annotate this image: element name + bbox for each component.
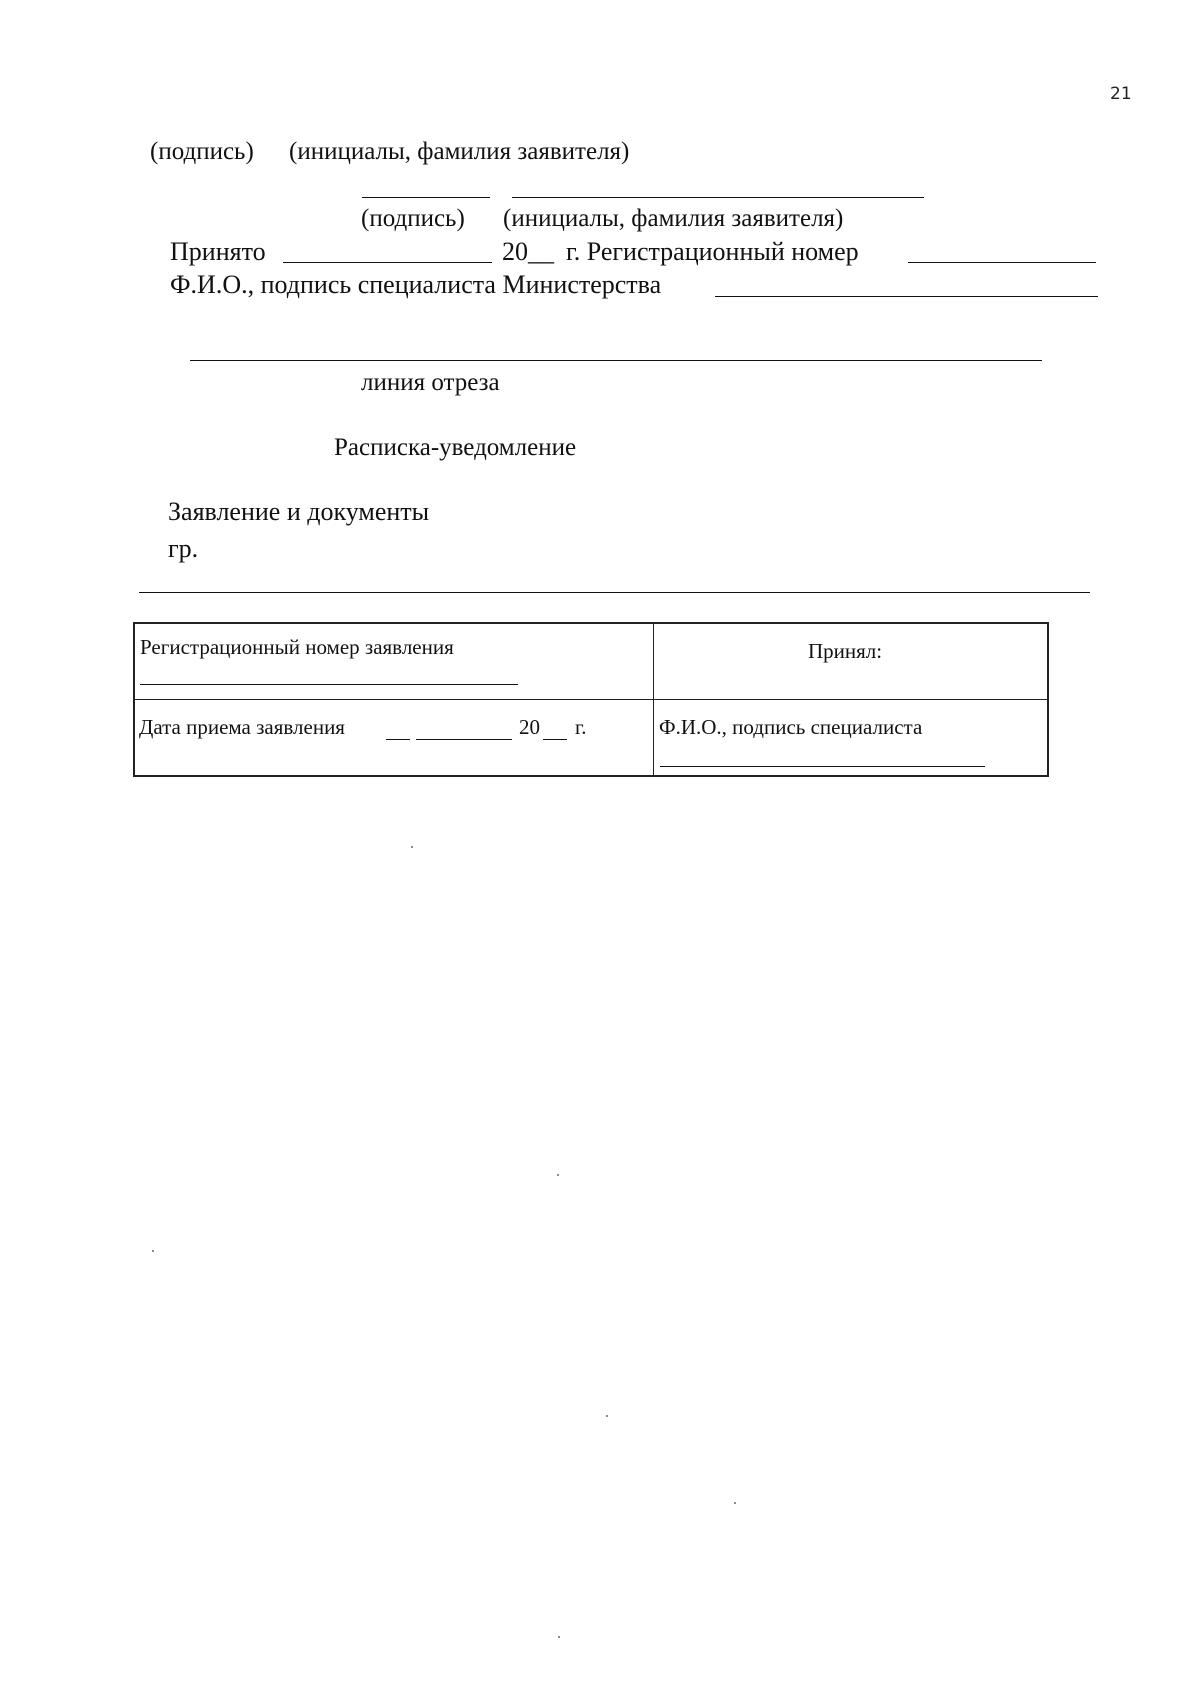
date-suffix: г. — [575, 715, 587, 739]
accepted-date-line — [283, 262, 492, 263]
table-top-border — [133, 622, 1049, 624]
specialist-label: Ф.И.О., подпись специалиста — [659, 715, 923, 739]
table-left-border — [133, 622, 135, 776]
scan-speck — [557, 1174, 559, 1176]
documents-label: Заявление и документы — [168, 497, 430, 526]
table-right-border — [1047, 622, 1049, 776]
scan-speck — [558, 1636, 560, 1638]
name-caption-1: (инициалы, фамилия заявителя) — [289, 138, 630, 165]
specialist-line — [660, 766, 985, 767]
accepted-label: Принято — [170, 237, 266, 266]
accepted-year: 20__ — [502, 237, 554, 266]
reg-number-label: Регистрационный номер заявления — [140, 635, 454, 659]
scan-speck — [411, 846, 413, 848]
specialist-ministry-label: Ф.И.О., подпись специалиста Министерства — [170, 270, 662, 299]
accepted-by-label: Принял: — [808, 639, 883, 663]
name-line-2 — [512, 197, 924, 198]
table-bottom-border — [133, 775, 1049, 777]
citizen-prefix: гр. — [168, 534, 199, 563]
citizen-name-line — [139, 592, 1090, 593]
scan-speck — [734, 1502, 736, 1504]
signature-caption-1: (подпись) — [150, 138, 254, 165]
table-middle-border — [133, 699, 1049, 700]
date-year-line — [543, 739, 567, 740]
cut-line — [190, 360, 1042, 361]
scan-speck — [152, 1250, 154, 1252]
scan-speck — [606, 1415, 608, 1417]
date-month-line — [416, 739, 512, 740]
signature-caption-2: (подпись) — [361, 205, 465, 232]
date-day-line — [386, 739, 410, 740]
date-year: 20 — [519, 715, 540, 739]
name-caption-2: (инициалы, фамилия заявителя) — [503, 205, 844, 232]
table-column-divider — [653, 622, 654, 776]
receipt-title: Расписка-уведомление — [334, 434, 577, 461]
cut-line-label: линия отреза — [361, 369, 500, 396]
reg-number-line — [140, 684, 518, 685]
date-received-label: Дата приема заявления — [139, 715, 345, 739]
specialist-ministry-line — [715, 296, 1098, 297]
registration-number-line — [908, 262, 1096, 263]
signature-line-2 — [362, 197, 490, 198]
page-number: 21 — [1110, 84, 1132, 104]
registration-number-label: г. Регистрационный номер — [566, 237, 859, 266]
